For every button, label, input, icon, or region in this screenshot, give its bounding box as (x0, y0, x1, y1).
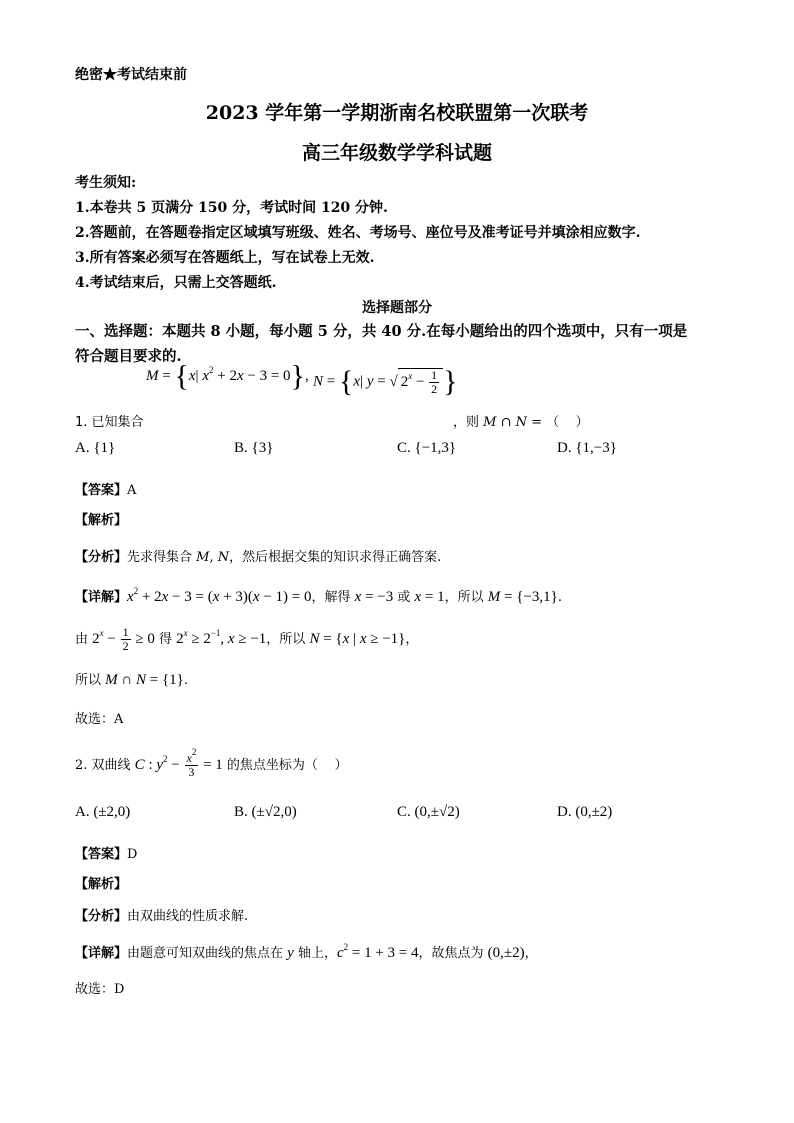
q2-option-a: A. (±2,0) (75, 804, 131, 820)
q1-set-n: N = {x| y = √ $2^x$ − $\frac{1}{2}$ } (313, 365, 458, 398)
secret-label: 绝密★考试结束前 (75, 67, 187, 83)
q1-option-b: B. {3} (234, 440, 274, 456)
section-intro: 一、选择题：本题共 8 小题，每小题 5 分，共 40 分.在每小题给出的四个选项中，只有一项是 (75, 323, 688, 340)
exam-subtitle: 高三年级数学学科试题 (301, 142, 492, 164)
q2-fenxi: 【分析】由双曲线的性质求解. (75, 909, 249, 924)
q2-analysis-tag: 【解析】 (75, 877, 128, 892)
q2-xiangjie: 【详解】由题意可知双曲线的焦点在 y 轴上，$c^2 = 1 + 3 = 4$，故焦点为 (0,±2)， (75, 942, 538, 961)
q1-option-d: D. {1,−3} (557, 440, 617, 456)
q1-answer (75, 479, 136, 498)
q2-option-b: B. (±√2,0) (234, 804, 297, 820)
q1-choose: 故选：A (75, 712, 124, 727)
q1-line2: 由 $2^x$ − $\frac{1}{2}$ ≥ 0 得 $2^x \ge 2^{-1}$, x ≥ −1，所以 N = {x | x ≥ −1}， (75, 625, 419, 653)
fenxi-tag: 【分析】 (75, 550, 128, 565)
q2-choose: 故选：D (75, 982, 125, 997)
exam-title: 2023 学年第一学期浙南名校联盟第一次联考 (205, 102, 589, 124)
q1-option-a: A. {1} (75, 440, 116, 456)
q2-option-c: C. (0,±√2) (397, 804, 460, 820)
q1-stem-suffix: ，则 M ∩ N = （ ） (453, 415, 589, 430)
q1-line3: 所以 M ∩ N = {1}. (75, 672, 188, 688)
answer-tag: 【答案】 (75, 847, 128, 862)
q1-fenxi: 【分析】先求得集合 M, N，然后根据交集的知识求得正确答案. (75, 550, 442, 565)
q1-set-m: M = {x| $x^2 + 2x - 3 = 0$}, (146, 359, 309, 393)
answer-value: D (127, 847, 138, 862)
notice-item: 2.答题前，在答题卷指定区域填写班级、姓名、考场号、座位号及准考证号并填涂相应数字. (75, 225, 641, 241)
q1-analysis-tag: 【解析】 (75, 513, 128, 528)
notice-item: 3.所有答案必须写在答题纸上，写在试卷上无效. (75, 250, 375, 266)
q1-stem-prefix: 1. 已知集合 (75, 415, 144, 430)
xiangjie-tag: 【详解】 (75, 946, 128, 961)
q1-xiangjie: 【详解】$x^2 + 2x - 3 = (x + 3)(x - 1) = 0$，解得 x = −3 或 x = 1，所以 M = {−3,1}. (75, 586, 562, 605)
fenxi-tag: 【分析】 (75, 909, 128, 924)
section-intro-cont: 符合题目要求的. (75, 348, 182, 365)
section-title: 选择题部分 (362, 300, 432, 316)
xiangjie-tag: 【详解】 (75, 590, 128, 605)
notice-heading: 考生须知: (75, 175, 137, 191)
q2-answer (75, 843, 137, 862)
q1-option-c: C. {−1,3} (397, 440, 457, 456)
q2-stem: 2. 双曲线 C : $y^2$ − $\frac{x^2}{3}$ = 1 的焦点坐标为（ ） (75, 747, 348, 779)
notice-item: 4.考试结束后，只需上交答题纸. (75, 275, 277, 291)
answer-value: A (127, 483, 137, 498)
q2-option-d: D. (0,±2) (557, 804, 613, 820)
notice-item: 1.本卷共 5 页满分 150 分，考试时间 120 分钟. (75, 200, 388, 216)
answer-tag: 【答案】 (75, 483, 128, 498)
